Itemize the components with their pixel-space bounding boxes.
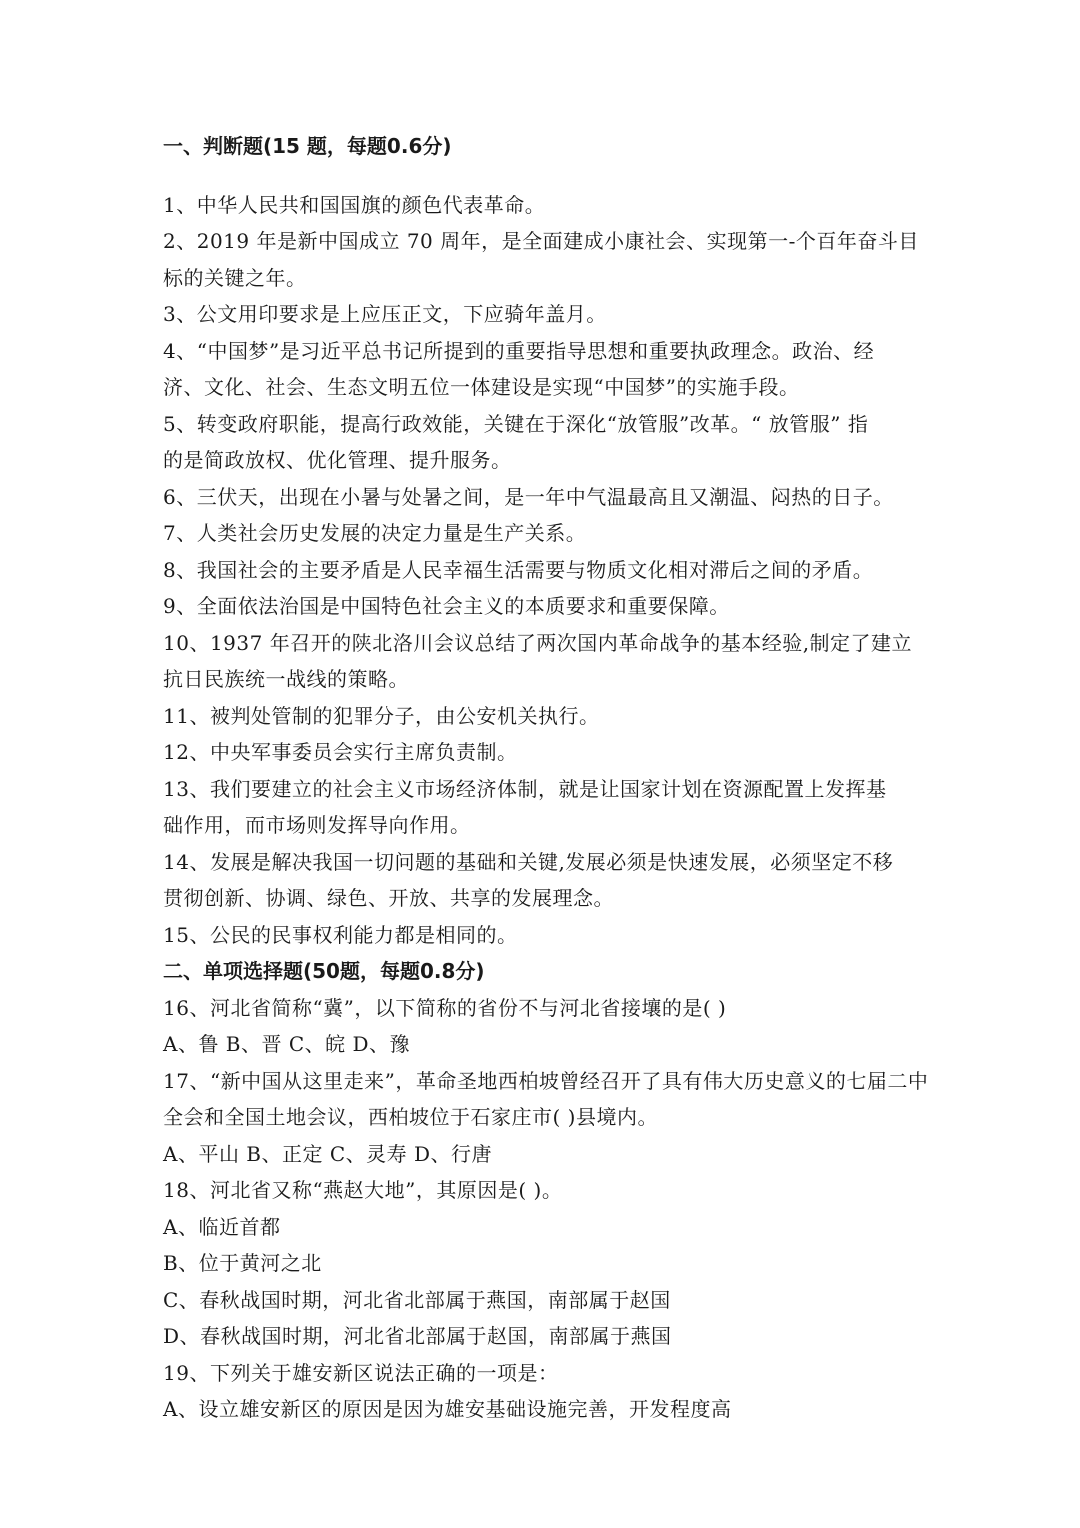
question-line: 7、人类社会历史发展的决定力量是生产关系。: [163, 521, 587, 545]
question-line: 3、公文用印要求是上应压正文，下应骑年盖月。: [163, 302, 607, 326]
judgment-list: [163, 187, 943, 954]
question-line: 8、我国社会的主要矛盾是人民幸福生活需要与物质文化相对滞后之间的矛盾。: [163, 557, 874, 582]
question-line: 6、三伏天，出现在小暑与处暑之间，是一年中气温最高且又潮温、闷热的日子。: [163, 484, 894, 509]
option-line: B、位于黄河之北: [163, 1251, 322, 1275]
section-title-single-choice: 二、单项选择题(50题，每题0.8分): [163, 959, 485, 983]
question-line: 标的关键之年。: [163, 265, 307, 290]
question-line: 19、下列关于雄安新区说法正确的一项是：: [163, 1360, 559, 1385]
question-line: 2、2019 年是新中国成立 70 周年，是全面建成小康社会、实现第一-个百年奋斗目: [163, 229, 919, 253]
option-line: D、春秋战国时期，河北省北部属于赵国，南部属于燕国: [163, 1324, 672, 1348]
question-line: 全会和全国土地会议，西柏坡位于石家庄市( )县境内。: [163, 1105, 658, 1129]
question-line: 5、转变政府职能，提高行政效能，关键在于深化“放管服”改革。“ 放管服” 指: [163, 411, 869, 436]
question-line: 14、发展是解决我国一切问题的基础和关键,发展必须是快速发展，必须坚定不移: [163, 849, 894, 874]
question-line: 的是简政放权、优化管理、提升服务。: [163, 448, 512, 472]
question-line: 济、文化、社会、生态文明五位一体建设是实现“中国梦”的实施手段。: [163, 375, 800, 399]
option-line: A、鲁 B、晋 C、皖 D、豫: [163, 1032, 411, 1056]
question-line: 1、中华人民共和国国旗的颜色代表革命。: [163, 192, 546, 217]
question-line: 12、中央军事委员会实行主席负责制。: [163, 740, 518, 764]
question-line: 18、河北省又称“燕赵大地”，其原因是( )。: [163, 1178, 563, 1202]
question-line: 16、河北省简称“冀”，以下简称的省份不与河北省接壤的是( ): [163, 995, 727, 1020]
option-line: C、春秋战国时期，河北省北部属于燕国，南部属于赵国: [163, 1287, 671, 1312]
exam-page: [163, 128, 943, 1428]
question-line: 抗日民族统一战线的策略。: [163, 667, 409, 691]
question-line: 11、被判处管制的犯罪分子，由公安机关执行。: [163, 703, 600, 728]
option-line: A、平山 B、正定 C、灵寿 D、行唐: [163, 1141, 493, 1166]
question-line: 15、公民的民事权利能力都是相同的。: [163, 922, 518, 947]
question-line: 9、全面依法治国是中国特色社会主义的本质要求和重要保障。: [163, 594, 730, 618]
question-line: 贯彻创新、协调、绿色、开放、共享的发展理念。: [163, 886, 614, 910]
question-line: 10、1937 年召开的陕北洛川会议总结了两次国内革命战争的基本经验,制定了建立: [163, 630, 913, 655]
section-title-judgment: 一、判断题(15 题，每题0.6分): [163, 134, 452, 158]
question-line: 础作用，而市场则发挥导向作用。: [163, 813, 471, 837]
question-line: 4、“中国梦”是习近平总书记所提到的重要指导思想和重要执政理念。政治、经: [163, 338, 875, 363]
option-line: A、临近首都: [163, 1214, 281, 1239]
choice-list: [163, 990, 943, 1428]
option-line: A、设立雄安新区的原因是因为雄安基础设施完善，开发程度高: [163, 1397, 732, 1421]
question-line: 13、我们要建立的社会主义市场经济体制，就是让国家计划在资源配置上发挥基: [163, 776, 887, 801]
question-line: 17、“新中国从这里走来”，革命圣地西柏坡曾经召开了具有伟大历史意义的七届二中: [163, 1068, 929, 1093]
